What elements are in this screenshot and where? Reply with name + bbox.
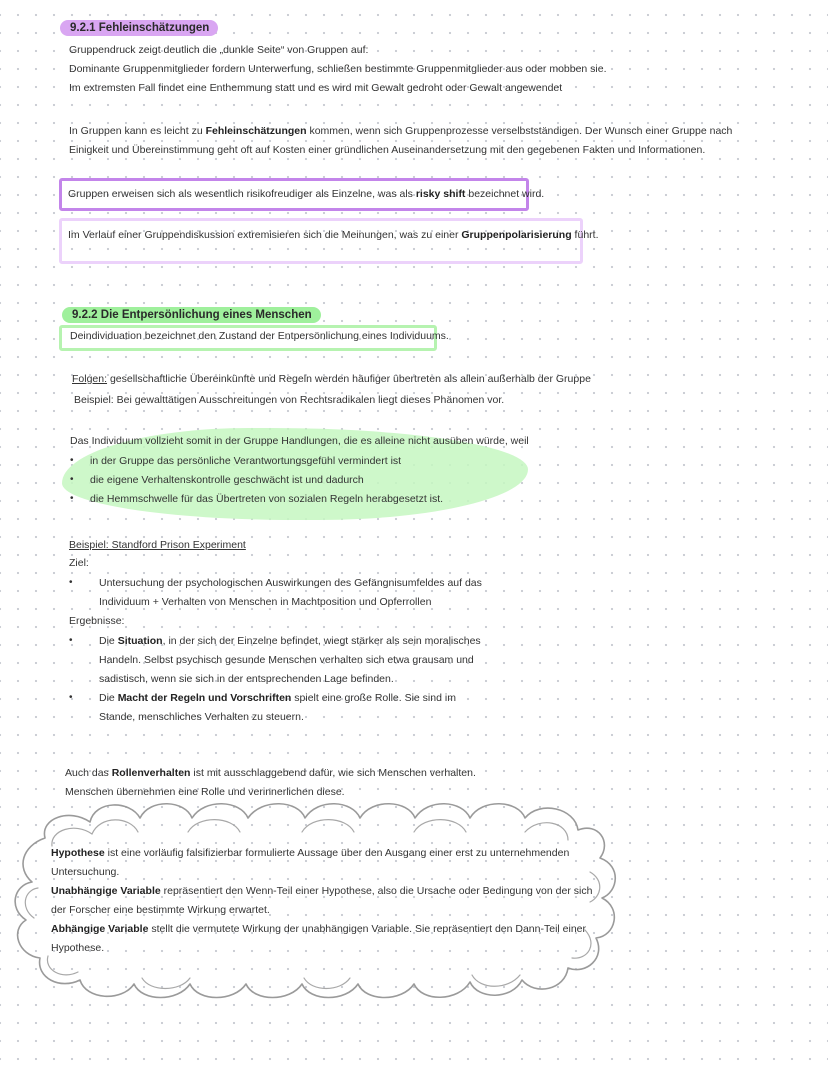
bullet-dot: • (69, 577, 73, 588)
ergebnisse-label: Ergebnisse: (69, 615, 125, 627)
keyword-situation: Situation (117, 635, 163, 647)
folgen-label: Folgen: (72, 373, 108, 385)
text-segment: kommen, wenn sich Gruppenprozesse verselbstständigen. Der Wunsch einer Gruppe nach (306, 125, 733, 137)
text-segment: führt. (571, 229, 599, 241)
section-heading-entpersoenlichung: 9.2.2 Die Entpersönlichung eines Menschen (62, 307, 321, 323)
text-segment: ist mit ausschlaggebend dafür, wie sich Menschen verhalten. (190, 767, 476, 779)
result1-line2: Handeln. Selbst psychisch gesunde Menschen verhalten sich etwa grausam und (99, 654, 474, 666)
keyword-risky-shift: risky shift (415, 188, 466, 200)
text-segment: Gruppen erweisen sich als wesentlich risikofreudiger als Einzelne, was als (68, 188, 416, 200)
av-line2: Hypothese. (51, 942, 105, 954)
text-segment: gesellschaftliche Übereinkünfte und Regeln werden häufiger übertreten als allein außerhalb der Gruppe (107, 373, 591, 385)
keyword-hypothese: Hypothese (51, 847, 105, 859)
folgen-line (72, 372, 591, 386)
keyword-rollenverhalten: Rollenverhalten (111, 767, 191, 779)
text-segment: Die (99, 692, 118, 704)
bullet-text: die eigene Verhaltenskontrolle geschwächt ist und dadurch (90, 474, 364, 486)
text-segment: In Gruppen kann es leicht zu (69, 125, 206, 137)
text-segment: Im Verlauf einer Gruppendiskussion extremisieren sich die Meinungen, was zu einer (68, 229, 462, 241)
text-segment: Auch das (65, 767, 112, 779)
text-line: Im extremsten Fall findet eine Enthemmung statt und es wird mit Gewalt gedroht oder Gewalt angewendet (69, 82, 563, 94)
experiment-title: Beispiel: Standford Prison Experiment (69, 539, 246, 551)
text-segment: ist eine vorläufig falsifizierbar formulierte Aussage über den Ausgang einer erst zu unternehmenden (104, 847, 570, 859)
text-segment: bezeichnet wird. (465, 188, 545, 200)
ziel-text: Individuum + Verhalten von Menschen in Machtposition und Opferrollen (99, 596, 432, 608)
result2-line2: Stande, menschliches Verhalten zu steuern. (99, 711, 304, 723)
individuum-line: Das Individuum vollzieht somit in der Gruppe Handlungen, die es alleine nicht ausüben würde, weil (70, 435, 529, 447)
text-segment: repräsentiert den Wenn-Teil einer Hypothese, also die Ursache oder Bedingung von der sich (160, 885, 593, 897)
hypothese-line2: Untersuchung. (51, 866, 120, 878)
gruppenpolarisierung-text (68, 228, 599, 242)
bullet-dot: • (70, 493, 74, 504)
text-segment: , in der sich der Einzelne befindet, wiegt stärker als sein moralisches (162, 635, 481, 647)
definition-text: Deindividuation bezeichnet den Zustand der Entpersönlichung eines Individuums. (70, 330, 449, 342)
result2-line1 (99, 691, 456, 705)
risky-shift-text (68, 187, 544, 201)
text-line: Gruppendruck zeigt deutlich die „dunkle Seite“ von Gruppen auf: (69, 44, 369, 56)
uv-line2: der Forscher eine bestimmte Wirkung erwartet. (51, 904, 270, 916)
result1-line1 (99, 634, 481, 648)
ziel-text: Untersuchung der psychologischen Auswirkungen des Gefängnisumfeldes auf das (99, 577, 482, 589)
ziel-label: Ziel: (69, 557, 89, 569)
bullet-dot: • (70, 455, 74, 466)
paragraph-fehleinschaetzungen-line2: Einigkeit und Übereinstimmung geht oft auf Kosten einer gründlichen Auseinandersetzung mit den gegebenen Fakten und Informationen. (69, 144, 706, 156)
text-segment: stellt die vermutete Wirkung der unabhängigen Variable. Sie repräsentiert den Dann-Teil einer (148, 923, 587, 935)
keyword-abhaengige-variable: Abhängige Variable (51, 923, 149, 935)
text-segment: spielt eine große Rolle. Sie sind im (291, 692, 456, 704)
section-heading-fehleinschaetzungen: 9.2.1 Fehleinschätzungen (60, 20, 218, 36)
bullet-dot: • (69, 692, 73, 703)
text-line: Dominante Gruppenmitglieder fordern Unterwerfung, schließen bestimmte Gruppenmitglieder aus oder mobben sie. (69, 63, 607, 75)
keyword-gruppenpolarisierung: Gruppenpolarisierung (461, 229, 572, 241)
bullet-text: in der Gruppe das persönliche Verantwortungsgefühl vermindert ist (90, 455, 402, 467)
rollen-line2: Menschen übernehmen eine Rolle und verinnerlichen diese. (65, 786, 345, 798)
keyword-unabhaengige-variable: Unabhängige Variable (51, 885, 161, 897)
paragraph-fehleinschaetzungen-line1 (69, 124, 732, 138)
rollen-line1 (65, 766, 476, 780)
bullet-dot: • (70, 474, 74, 485)
keyword-macht-der-regeln: Macht der Regeln und Vorschriften (117, 692, 292, 704)
uv-line1 (51, 884, 592, 898)
keyword-fehleinschaetzungen: Fehleinschätzungen (205, 125, 307, 137)
bullet-text: die Hemmschwelle für das Übertreten von sozialen Regeln herabgesetzt ist. (90, 493, 444, 505)
av-line1 (51, 922, 586, 936)
text-segment: Die (99, 635, 118, 647)
bullet-dot: • (69, 635, 73, 646)
result1-line3: sadistisch, wenn sie sich in der entsprechenden Lage befinden. (99, 673, 394, 685)
hypothese-line1 (51, 846, 569, 860)
beispiel-line: Beispiel: Bei gewalttätigen Ausschreitungen von Rechtsradikalen liegt dieses Phänomen vor. (74, 394, 505, 406)
